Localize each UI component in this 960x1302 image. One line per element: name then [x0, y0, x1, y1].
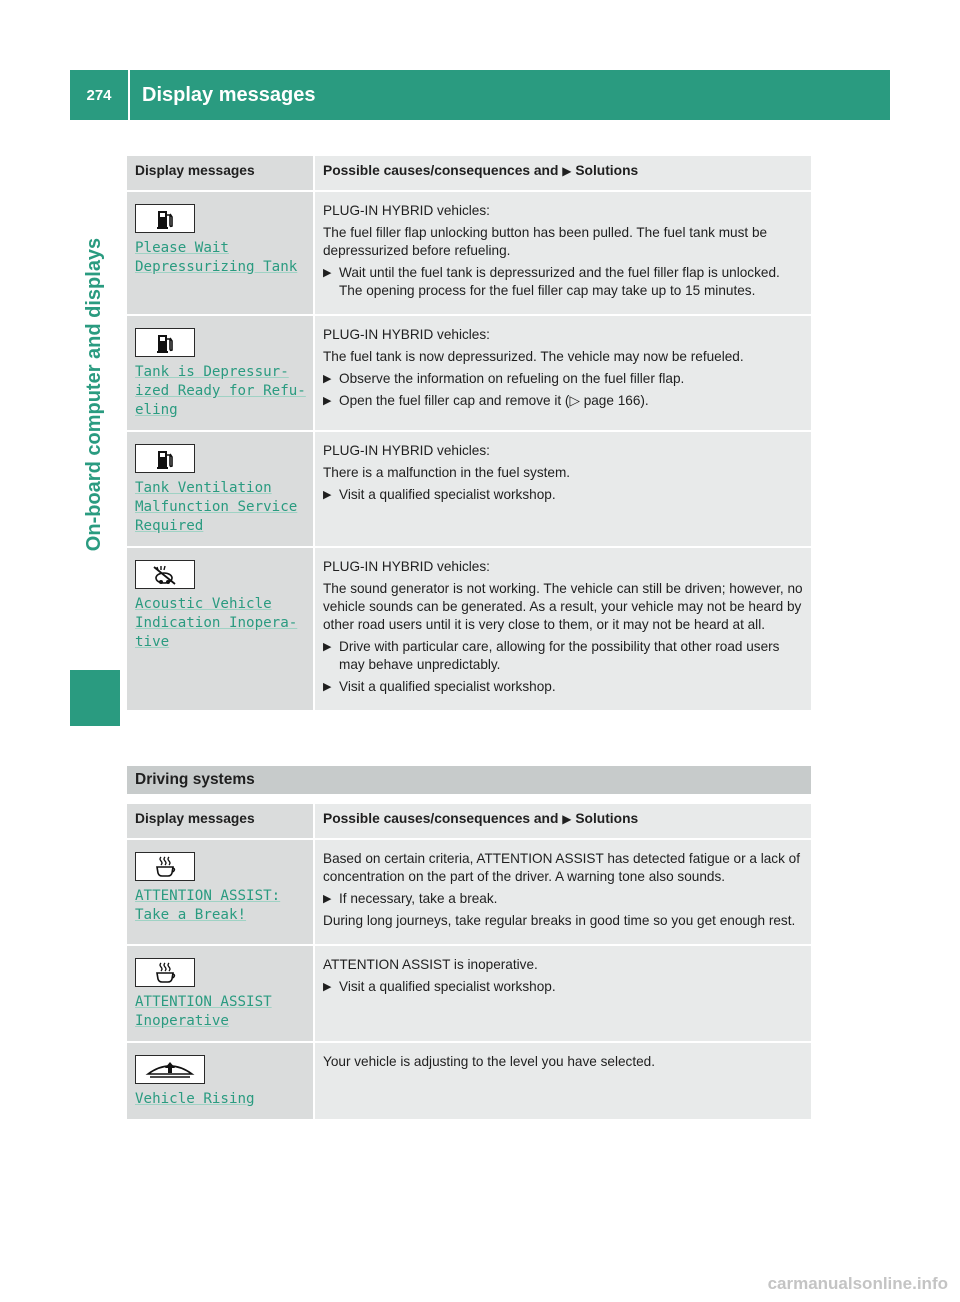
table-row — [127, 430, 811, 546]
solution-step-text: If necessary, take a break. — [339, 891, 498, 906]
solution-cell — [313, 432, 811, 546]
display-messages-table-driving — [127, 804, 811, 1119]
solution-cell — [313, 548, 811, 710]
cause-text: PLUG-IN HYBRID vehicles: — [323, 559, 490, 574]
action-arrow-icon: ▶ — [323, 893, 332, 905]
display-message-text: Tank is Depressur‐ ized Ready for Refu‐ eling — [135, 364, 306, 418]
table-row — [127, 546, 811, 710]
solution-step — [323, 978, 803, 996]
action-arrow-icon: ▶ — [323, 981, 332, 993]
solution-step — [323, 486, 803, 504]
solution-step-text: Visit a qualified specialist workshop. — [339, 487, 556, 502]
column-header-messages: Display messages — [127, 804, 313, 838]
solution-step-text: Visit a qualified specialist workshop. — [339, 679, 556, 694]
cause-text: Based on certain criteria, ATTENTION ASSIST has detected fatigue or a lack of concentration on the part of the driver. A warning tone also sounds. — [323, 851, 801, 884]
action-arrow-icon: ▶ — [323, 395, 332, 407]
cause-text: The fuel filler flap unlocking button has been pulled. The fuel tank must be depressurized before refueling. — [323, 225, 768, 258]
message-cell — [127, 192, 313, 314]
cause-text: Your vehicle is adjusting to the level you have selected. — [323, 1054, 655, 1069]
column-header-solutions: Possible causes/consequences and ▶ Solutions — [313, 156, 811, 190]
display-message-text: Please Wait Depressurizing Tank — [135, 240, 298, 275]
chapter-marker — [70, 670, 120, 726]
solution-step-text: Wait until the fuel tank is depressurized and the fuel filler flap is unlocked. The opening process for the fuel filler cap may take up to 15 minutes. — [339, 265, 780, 298]
table-header — [127, 804, 811, 838]
solution-step — [323, 392, 803, 410]
vehicle-rising-icon — [135, 1055, 205, 1084]
solution-step-text: Open the fuel filler cap and remove it (▷ page 166). — [339, 393, 649, 408]
section-title: Driving systems — [127, 766, 811, 794]
action-arrow-icon: ▶ — [323, 641, 332, 653]
cause-text: The fuel tank is now depressurized. The vehicle may now be refueled. — [323, 349, 744, 364]
solution-step — [323, 890, 803, 908]
table-row — [127, 1041, 811, 1119]
page-number: 274 — [70, 70, 128, 120]
fuel-pump-icon — [135, 328, 195, 357]
coffee-cup-icon — [135, 958, 195, 987]
solution-step — [323, 264, 803, 300]
cause-text: PLUG-IN HYBRID vehicles: — [323, 327, 490, 342]
action-arrow-icon: ▶ — [323, 267, 332, 279]
solution-step — [323, 370, 803, 388]
display-message-text: Acoustic Vehicle Indication Inopera‐ tive — [135, 596, 298, 650]
note-text: During long journeys, take regular breaks in good time so you get enough rest. — [323, 913, 796, 928]
solution-cell — [313, 840, 811, 944]
table-row — [127, 314, 811, 430]
action-arrow-icon: ▶ — [323, 681, 332, 693]
display-message-text: ATTENTION ASSIST: Take a Break! — [135, 888, 281, 923]
cause-text: ATTENTION ASSIST is inoperative. — [323, 957, 538, 972]
fuel-pump-icon — [135, 204, 195, 233]
table-row — [127, 838, 811, 944]
solution-cell — [313, 1043, 811, 1119]
message-cell — [127, 316, 313, 430]
display-message-text: ATTENTION ASSIST Inoperative — [135, 994, 272, 1029]
solution-cell — [313, 946, 811, 1041]
solution-step — [323, 638, 803, 674]
solution-cell — [313, 316, 811, 430]
message-cell — [127, 548, 313, 710]
cause-text: The sound generator is not working. The vehicle can still be driven; however, no vehicle sounds can be generated. As a result, your vehicle may not be heard by other road users until it is very close to them, or it may not be heard at all. — [323, 581, 803, 632]
solutions-arrow-icon: ▶ — [562, 164, 572, 178]
cause-text: There is a malfunction in the fuel system. — [323, 465, 571, 480]
cause-text: PLUG-IN HYBRID vehicles: — [323, 443, 490, 458]
coffee-cup-icon — [135, 852, 195, 881]
action-arrow-icon: ▶ — [323, 489, 332, 501]
display-messages-table-fuel — [127, 156, 811, 710]
chapter-tab-label: On-board computer and displays — [83, 237, 106, 552]
table-header — [127, 156, 811, 190]
page-title: Display messages — [130, 70, 890, 120]
solution-step-text: Drive with particular care, allowing for the possibility that other road users may behave unpredictably. — [339, 639, 780, 672]
message-cell — [127, 432, 313, 546]
message-cell — [127, 840, 313, 944]
action-arrow-icon: ▶ — [323, 373, 332, 385]
column-header-messages: Display messages — [127, 156, 313, 190]
table-row — [127, 190, 811, 314]
solution-step-text: Observe the information on refueling on the fuel filler flap. — [339, 371, 685, 386]
table-row — [127, 944, 811, 1041]
message-cell — [127, 946, 313, 1041]
solution-step — [323, 678, 803, 696]
column-header-solutions: Possible causes/consequences and ▶ Solutions — [313, 804, 811, 838]
solution-cell — [313, 192, 811, 314]
fuel-pump-icon — [135, 444, 195, 473]
pedestrian-sound-off-icon — [135, 560, 195, 589]
display-message-text: Tank Ventilation Malfunction Service Required — [135, 480, 298, 534]
display-message-text: Vehicle Rising — [135, 1091, 255, 1107]
message-cell — [127, 1043, 313, 1119]
chapter-tab — [70, 122, 120, 667]
cause-text: PLUG-IN HYBRID vehicles: — [323, 203, 490, 218]
watermark: carmanualsonline.info — [767, 1274, 948, 1293]
solution-step-text: Visit a qualified specialist workshop. — [339, 979, 556, 994]
solutions-arrow-icon: ▶ — [562, 812, 572, 826]
